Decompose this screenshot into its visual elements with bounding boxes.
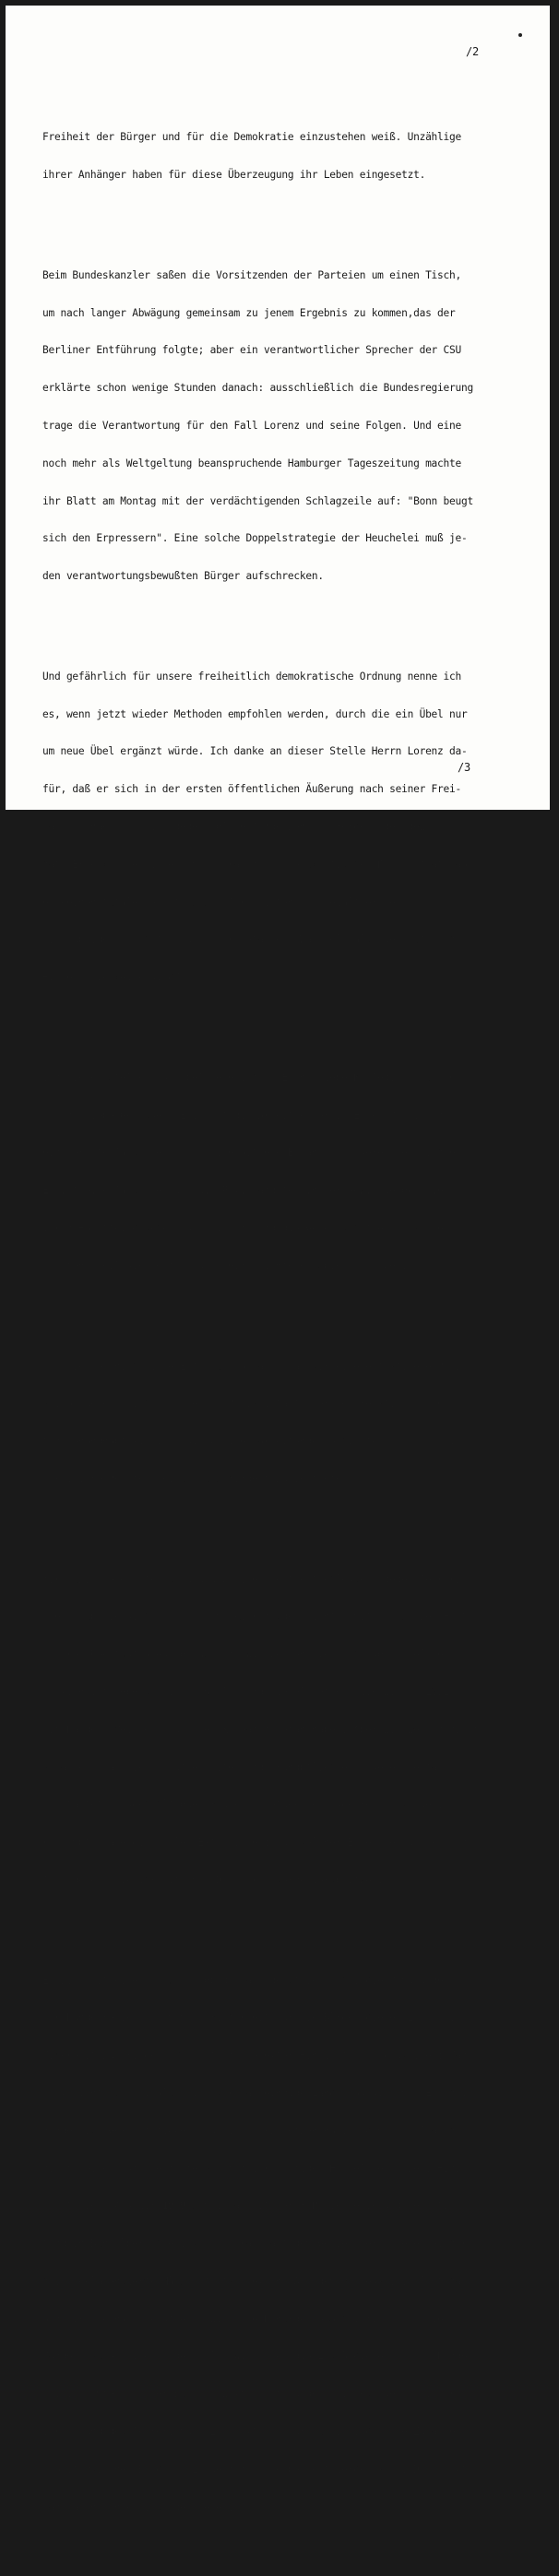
text-line: ten gehandhabt wird, um die breiten arbeitenden Schichten daran zu hin- — [42, 1435, 468, 1448]
text-line: legen, liebe Genossen! Erinnert die Arbeitnehmer in Euren Betrieben an — [42, 1109, 461, 1122]
document-page — [6, 6, 550, 2513]
text-line: kommt dies: Als wir 1969 gemeinsam mit der FDP die Regierungsverantwor- — [42, 2200, 468, 2213]
text-line: nicht meinen, starke Worte könnten vernünftiges Handeln ersetzen. Hinzu — [42, 2162, 468, 2175]
text-line: erklärte schon wenige Stunden danach: ausschließlich die Bundesregierung — [42, 382, 473, 395]
text-line: es keinen totalen Schutz gegen Terroristen und Gewaltverbrecher. Das — [42, 896, 450, 908]
text-line: Und gefährlich für unsere freiheitlich demokratische Ordnung nenne ich — [42, 670, 461, 683]
text-line: Es ist eine Tatsache, daß die Politgangster in der Sozialdemokratie — [42, 1184, 444, 1197]
text-line: den verantwortungsbewußten Bürger aufschrecken. — [42, 570, 324, 583]
text-line: re Kampfansage gilt allen Extremisten: aus welcher Ecke sie auch kommen. — [42, 1836, 473, 1849]
text-line: lassung nachdrücklich gegen solche Tendenzen und Forderungen gewandt — [42, 821, 450, 834]
text-line: ihren Hauptfeind sehen; daß sie uns und die Gewerkschaften schwächen — [42, 1222, 450, 1235]
text-line: Mißkredit zu bringen. Das ist in doppelter Hinsicht zurückzuweisen: Man — [42, 2049, 468, 2062]
text-line: Es wird mit einem großen Propagandaaufgebot versucht, die Bemühungen — [42, 1974, 450, 1987]
paragraph-6 — [42, 1548, 548, 1911]
text-line: nungen von Gewalttätigkeit auseinanderzusetzen hat. Und man soll auch — [42, 2124, 456, 2137]
text-line: zei brauchen, nicht aber einen Polizeistaat, der von reaktionären Kräf- — [42, 1397, 468, 1410]
text-line: um neue Übel ergänzt würde. Ich danke an dieser Stelle Herrn Lorenz da- — [42, 745, 468, 758]
text-line: gilt übrigens auch für autoritäre Staaten. Was soll also der Ruf nach — [42, 933, 456, 946]
text-line: ben wir überhaupt erst eine wirksame Behörde gemacht. Wir haben die — [42, 2312, 444, 2325]
text-line: dann auch schleunigst geschehen. — [42, 2500, 234, 2513]
text-line: Mängel, wo es ging, abgestellt. Wir haben die Zuständigkeiten des Bundes- — [42, 2350, 480, 2363]
text-line: noch mehr als Weltgeltung beanspruchende Hamburger Tageszeitung machte — [42, 457, 461, 469]
paragraph-4 — [42, 1047, 548, 1298]
text-line: tung in Bonn übernahmen, waren gerade auf dem Gebiet der inneren Sicher- — [42, 2238, 473, 2250]
paragraph-2 — [42, 244, 548, 608]
text-line: ihrer Anhänger haben für diese Überzeugung ihr Leben eingesetzt. — [42, 169, 426, 182]
paragraph-1 — [42, 106, 548, 207]
paragraph-3 — [42, 646, 548, 1009]
text-line: sich den Erpressern". Eine solche Doppelstrategie der Heuchelei muß je- — [42, 532, 468, 545]
paragraph-7 — [42, 1949, 548, 2538]
text-line: heit beklagenswerte Mängel festzustellen. Aus dem Bundeskriminalamt ha- — [42, 2274, 468, 2287]
text-line: es, wenn jetzt wieder Methoden empfohlen werden, durch die ein Übel nur — [42, 707, 468, 720]
text-line: Und die geschichtliche Erfahrung besagt, daß wir eine effektivere Poli- — [42, 1359, 468, 1372]
paragraph-5 — [42, 1335, 548, 1510]
text-line: möchten, weil sie hoffen, dann ein leichteres Spiel zu haben. — [42, 1259, 408, 1272]
text-line: kriminalamtes und der Bundesanwaltschaft ausgebaut, besonders bei der — [42, 2388, 456, 2401]
page-number-top: /2 — [466, 45, 479, 58]
text-line: unseres Rechtsstaates vorzugehen. Wir werden sie auch, so schnell es — [42, 1648, 450, 1661]
text-line: Von dieser Stelle aus appelliere ich an Euch, liebe Kolleginnen und Kol- — [42, 1071, 473, 1084]
text-line: zulassen, daß die Grundfreiheiten und Grundpflichten unserer Verfassung — [42, 1761, 468, 1774]
page-number-bottom: /3 — [458, 761, 470, 774]
text-line: Hilfen, die keine sind? — [42, 971, 181, 984]
text-line: Berliner Entführung folgte; aber ein verantwortlicher Sprecher der CSU — [42, 344, 461, 357]
text-line: ihr Blatt am Montag mit der verdächtigenden Schlagzeile auf: "Bonn beugt — [42, 494, 473, 507]
text-line: Wir Sozialdemokraten sind und bleiben fest entschlossen, gegen Terrori- — [42, 1573, 468, 1585]
text-line: Auch denen, die ihr Gift mit Druckerschwärze verspritzen. — [42, 1873, 384, 1886]
text-line: mit Baader, Meinhof und ihren Kumpanen getan haben. Aber wir werden nicht — [42, 1723, 480, 1736]
text-line: hat. Er erklärte, in einem liberalen und demokratischen Rechtsstaat gäbe — [42, 858, 473, 871]
text-line: trage die Verantwortung für den Fall Lorenz und seine Folgen. Und eine — [42, 420, 461, 433]
text-line: Verfolgung des Terrorismus. Ich halte es für möglich, daß die Zusammen- — [42, 2426, 468, 2439]
text-line: dern, ihre Rechte frei und ungehindert zu vertreten. — [42, 1472, 354, 1485]
body-text — [42, 81, 548, 2576]
text-line: soll nicht so tun, als seien wir das einzige Land, das sich mit Erschei- — [42, 2087, 473, 2099]
text-line: für, daß er sich in der ersten öffentlichen Äußerung nach seiner Frei- — [42, 783, 461, 796]
text-line: der Bundesregierung um mehr Sicherheit für die Bürger dieses Landes in — [42, 2012, 461, 2024]
text-line: sten - ob sie sich politisch maskieren oder nicht - mit der ganzen Härte — [42, 1610, 473, 1623]
text-line: angetastet, ausgehöhlt oder Stück für Stück herausgebrochen werden. Unse- — [42, 1798, 480, 1811]
text-line: arbeit zwischen Bund und Ländern noch verbessert werden kann. Das sollte — [42, 2463, 473, 2475]
text-line: Beim Bundeskanzler saßen die Vorsitzenden der Parteien um einen Tisch, — [42, 268, 461, 281]
text-line: eine ernste Tatsache und an eine bittere Erfahrung unserer Geschichte: — [42, 1146, 461, 1159]
text-line: Freiheit der Bürger und für die Demokratie einzustehen weiß. Unzählige — [42, 131, 461, 144]
punch-mark — [518, 33, 522, 37]
text-line: um nach langer Abwägung gemeinsam zu jenem Ergebnis zu kommen,das der — [42, 306, 456, 319]
text-line: möglich ist, ebenso hinter Schloß und Riegel setzen, wie wir es 1972 — [42, 1686, 450, 1698]
